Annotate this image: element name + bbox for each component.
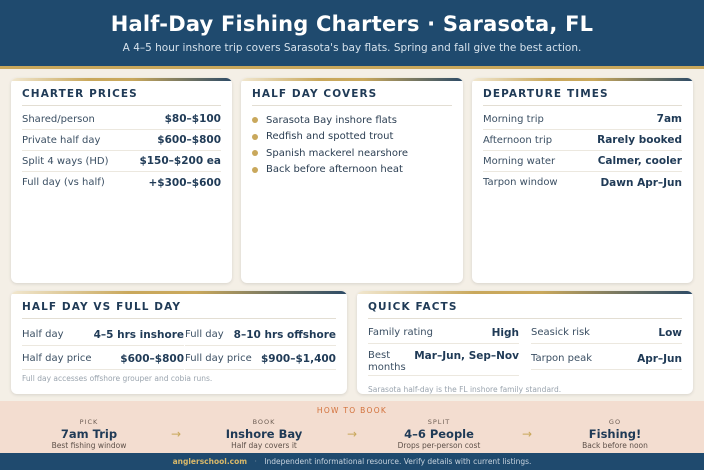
row-label: Private half day <box>22 134 101 146</box>
fact-cell <box>368 348 519 376</box>
list-item <box>252 162 452 179</box>
card-title: CHARTER PRICES <box>22 88 221 106</box>
bullet-dot-icon <box>252 117 258 123</box>
cell-label: Best months <box>368 350 406 373</box>
card-footnote: Full day accesses offshore grouper and cobia runs. <box>22 374 213 383</box>
booking-step <box>364 418 514 450</box>
cell-value: 4–5 hrs inshore <box>93 328 184 341</box>
list-item-text: Back before afternoon heat <box>266 164 403 176</box>
step-subtext: Back before noon <box>582 441 648 450</box>
booking-step <box>189 418 339 450</box>
step-subtext: Half day covers it <box>231 441 297 450</box>
step-kicker: BOOK <box>252 418 276 426</box>
card-title: QUICK FACTS <box>368 301 682 319</box>
fact-cell <box>531 348 682 370</box>
row-value: Dawn Apr–Jun <box>600 176 682 189</box>
page-subtitle: A 4–5 hour inshore trip covers Sarasota's bay flats. Spring and fall give the best action. <box>122 42 582 54</box>
bullet-dot-icon <box>252 150 258 156</box>
booking-step <box>540 418 690 450</box>
card-title: DEPARTURE TIMES <box>483 88 682 106</box>
step-subtext: Best fishing window <box>51 441 127 450</box>
booking-step <box>14 418 164 450</box>
row-value: $150–$200 ea <box>139 155 221 167</box>
comparison-cell <box>22 324 184 346</box>
price-row <box>22 109 221 130</box>
cell-value: Mar–Jun, Sep–Nov <box>414 350 519 362</box>
step-subtext: Drops per-person cost <box>397 441 481 450</box>
cell-label: Half day <box>22 329 64 340</box>
list-item <box>252 112 452 129</box>
cell-label: Full day <box>185 329 224 340</box>
list-item <box>252 129 452 146</box>
row-label: Morning trip <box>483 113 544 125</box>
page-footer <box>0 453 704 470</box>
page-title: Half-Day Fishing Charters · Sarasota, FL <box>110 12 594 36</box>
how-to-book-strip <box>0 401 704 453</box>
step-kicker: SPLIT <box>427 418 451 426</box>
cell-value: 8–10 hrs offshore <box>233 328 336 341</box>
departure-row <box>483 109 682 130</box>
departure-row <box>483 151 682 172</box>
row-label: Full day (vs half) <box>22 177 105 188</box>
comparison-cell <box>185 348 336 370</box>
cell-value: $900–$1,400 <box>261 352 336 365</box>
fact-cell <box>531 322 682 344</box>
footer-separator: · <box>254 457 257 466</box>
header-divider <box>0 66 704 69</box>
row-value: $80–$100 <box>164 113 221 125</box>
half-vs-full-card <box>11 291 347 394</box>
bullet-dot-icon <box>252 134 258 140</box>
step-value: Inshore Bay <box>225 427 303 441</box>
cell-label: Tarpon peak <box>531 353 593 364</box>
row-value: Rarely booked <box>597 134 682 146</box>
card-footnote: Sarasota half-day is the FL inshore family standard. <box>368 385 562 394</box>
row-label: Afternoon trip <box>483 134 553 146</box>
list-item-text: Redfish and spotted trout <box>266 131 394 143</box>
list-item-text: Spanish mackerel nearshore <box>266 147 409 159</box>
arrow-right-icon: → <box>171 427 182 441</box>
cell-label: Seasick risk <box>531 327 590 338</box>
step-value: Fishing! <box>588 427 642 441</box>
comparison-cell <box>185 324 336 346</box>
cell-label: Full day price <box>185 353 252 364</box>
row-label: Split 4 ways (HD) <box>22 155 109 167</box>
row-value: 7am <box>656 113 682 125</box>
card-title: HALF DAY VS FULL DAY <box>22 301 336 319</box>
footer-disclaimer: Independent informational resource. Verify details with current listings. <box>264 457 532 466</box>
arrow-right-icon: → <box>347 427 358 441</box>
half-day-covers-card <box>241 78 463 283</box>
list-item <box>252 145 452 162</box>
cell-value: High <box>491 326 519 339</box>
row-value: $600–$800 <box>157 134 221 146</box>
arrow-right-icon: → <box>522 427 533 441</box>
departure-times-card <box>472 78 693 283</box>
bullet-dot-icon <box>252 167 258 173</box>
step-value: 7am Trip <box>60 427 118 441</box>
row-label: Morning water <box>483 155 556 167</box>
row-value: Calmer, cooler <box>597 155 682 167</box>
step-value: 4–6 People <box>404 427 474 441</box>
cell-value: Apr–Jun <box>637 352 682 365</box>
fact-cell <box>368 322 519 344</box>
cell-value: $600–$800 <box>120 352 184 365</box>
quick-facts-card <box>357 291 693 394</box>
departure-row <box>483 130 682 151</box>
row-label: Shared/person <box>22 113 95 125</box>
cell-label: Family rating <box>368 327 433 338</box>
charter-prices-card <box>11 78 232 283</box>
list-item-text: Sarasota Bay inshore flats <box>266 114 397 126</box>
cell-value: Low <box>658 326 682 339</box>
step-kicker: PICK <box>79 418 99 426</box>
how-to-book-title: HOW TO BOOK <box>316 406 388 415</box>
comparison-cell <box>22 348 184 370</box>
footer-brand-link[interactable]: anglerschool.com <box>172 457 248 466</box>
step-kicker: GO <box>608 418 622 426</box>
price-row <box>22 130 221 151</box>
price-row <box>22 172 221 193</box>
covers-list <box>252 112 452 178</box>
cell-label: Half day price <box>22 353 92 364</box>
row-value: +$300–$600 <box>148 176 221 189</box>
price-row <box>22 151 221 172</box>
page-header <box>0 0 704 66</box>
row-label: Tarpon window <box>483 177 558 188</box>
card-title: HALF DAY COVERS <box>252 88 452 106</box>
departure-row <box>483 172 682 193</box>
